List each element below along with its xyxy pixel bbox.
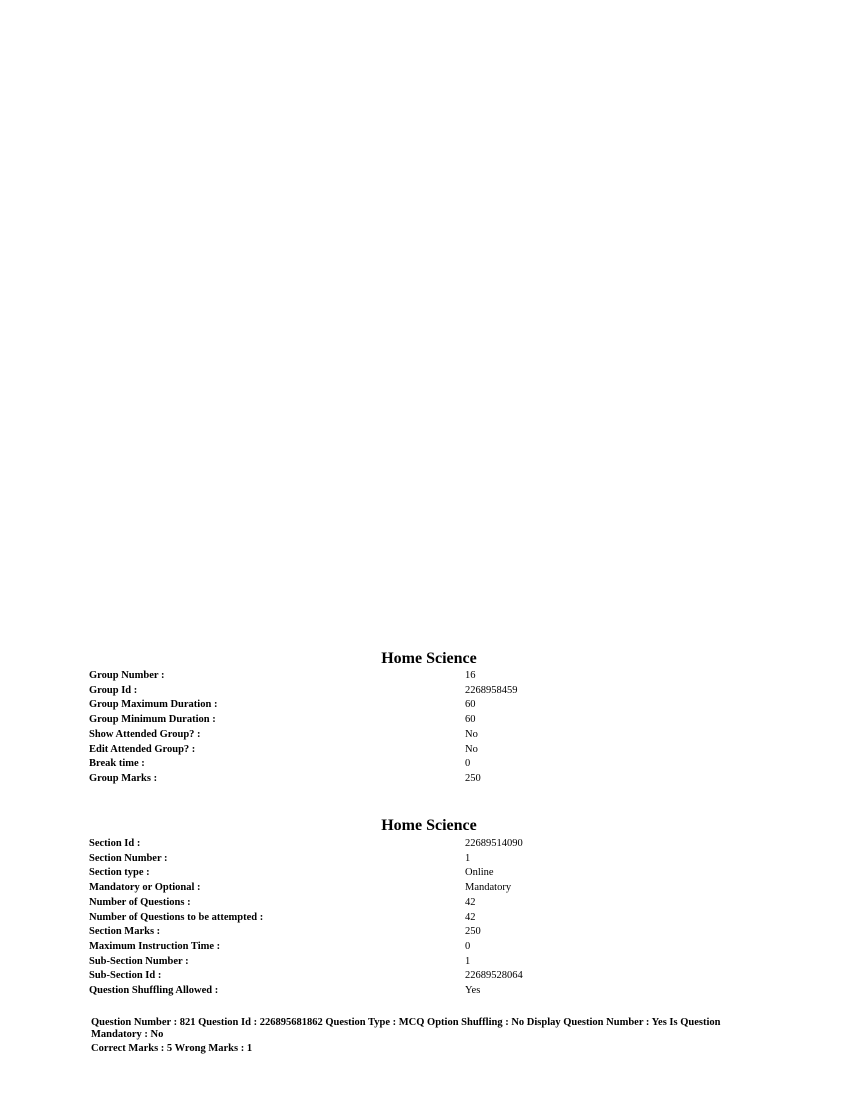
table-row [89, 743, 789, 758]
max-instruction-time-value: 0 [465, 940, 471, 952]
table-row [89, 896, 789, 911]
section-id-value: 22689514090 [465, 838, 523, 849]
group-number-label: Group Number : [89, 670, 165, 681]
group-min-duration-value: 60 [465, 714, 476, 726]
break-time-value: 0 [465, 758, 471, 770]
sub-section-number-label: Sub-Section Number : [89, 955, 189, 967]
section-marks-value: 250 [465, 926, 481, 938]
section-id-label: Section Id : [89, 838, 141, 849]
group-min-duration-label: Group Minimum Duration : [89, 714, 216, 726]
table-row [89, 984, 789, 999]
show-attended-group-label: Show Attended Group? : [89, 728, 201, 740]
section-details-table [89, 837, 789, 999]
table-row [89, 837, 789, 852]
sub-section-id-value: 22689528064 [465, 970, 523, 982]
section-title: Home Science [381, 817, 477, 834]
table-row [89, 713, 789, 728]
table-row [89, 866, 789, 881]
group-details-table [89, 669, 789, 787]
table-row [89, 728, 789, 743]
edit-attended-group-label: Edit Attended Group? : [89, 743, 196, 755]
break-time-label: Break time : [89, 758, 145, 770]
section-number-label: Section Number : [89, 852, 168, 864]
group-marks-value: 250 [465, 772, 481, 784]
mandatory-optional-label: Mandatory or Optional : [89, 882, 201, 894]
max-instruction-time-label: Maximum Instruction Time : [89, 940, 221, 952]
group-max-duration-value: 60 [465, 699, 476, 711]
table-row [89, 955, 789, 970]
table-row [89, 881, 789, 896]
group-id-value: 2268958459 [465, 684, 518, 696]
table-row [89, 940, 789, 955]
number-of-questions-value: 42 [465, 896, 476, 908]
table-row [89, 772, 789, 787]
table-row [89, 852, 789, 867]
show-attended-group-value: No [465, 728, 478, 740]
group-number-value: 16 [465, 670, 476, 681]
table-row [89, 911, 789, 926]
table-row [89, 925, 789, 940]
question-marks: Correct Marks : 5 Wrong Marks : 1 [91, 1043, 253, 1054]
questions-to-attempt-value: 42 [465, 911, 476, 923]
edit-attended-group-value: No [465, 743, 478, 755]
section-type-value: Online [465, 867, 494, 879]
mandatory-optional-value: Mandatory [465, 882, 512, 894]
table-row [89, 757, 789, 772]
sub-section-id-label: Sub-Section Id : [89, 970, 162, 982]
table-row [89, 969, 789, 984]
group-id-label: Group Id : [89, 684, 138, 696]
question-details: Question Number : 821 Question Id : 226895681862 Question Type : MCQ Option Shuffling : No Display Question Number : Yes Is Question Mandatory : No [91, 1017, 721, 1040]
section-type-label: Section type : [89, 867, 150, 879]
table-row [89, 684, 789, 699]
question-shuffling-label: Question Shuffling Allowed : [89, 985, 219, 997]
group-marks-label: Group Marks : [89, 772, 158, 784]
questions-to-attempt-label: Number of Questions to be attempted : [89, 911, 264, 923]
group-title: Home Science [381, 650, 477, 667]
number-of-questions-label: Number of Questions : [89, 896, 191, 908]
sub-section-number-value: 1 [465, 955, 471, 967]
section-marks-label: Section Marks : [89, 926, 161, 938]
table-row [89, 669, 789, 684]
section-number-value: 1 [465, 852, 471, 864]
question-shuffling-value: Yes [465, 985, 481, 997]
table-row [89, 698, 789, 713]
group-max-duration-label: Group Maximum Duration : [89, 699, 218, 711]
